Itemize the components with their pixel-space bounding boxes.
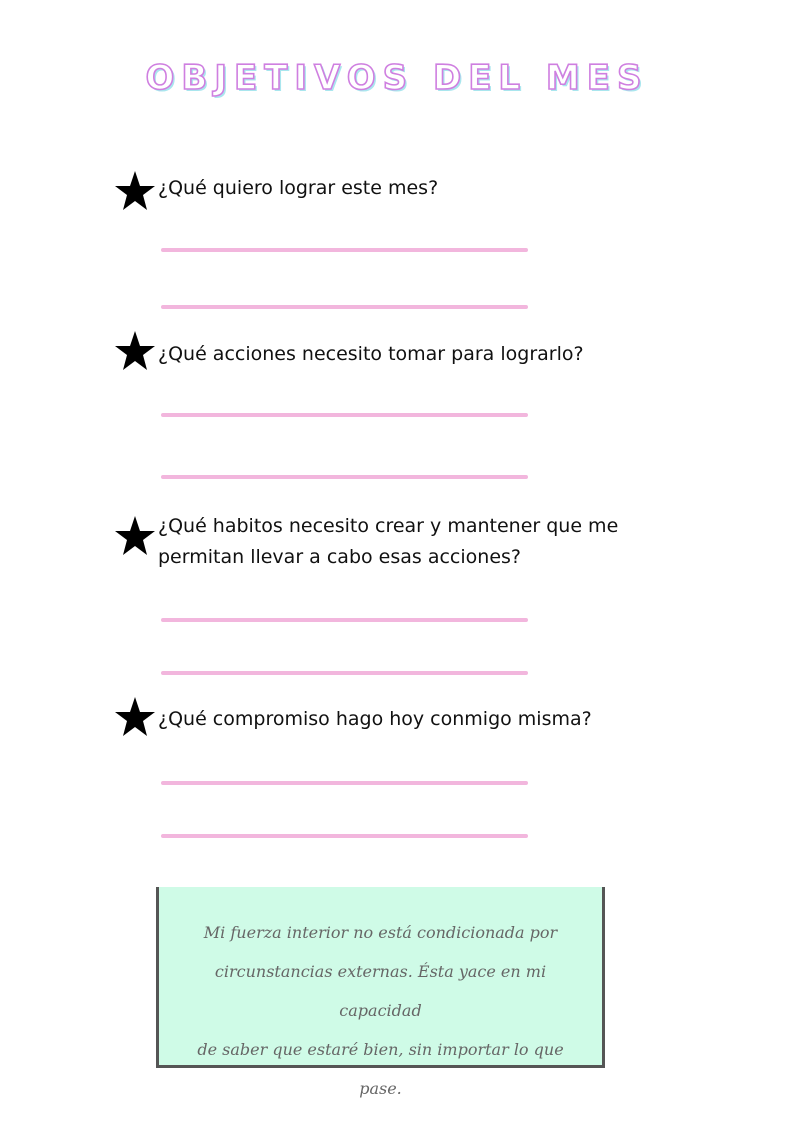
star-icon [114, 330, 156, 372]
quote-line-3: de saber que estaré bien, sin importar lo que pase. [197, 1040, 564, 1098]
answer-line-4b[interactable] [161, 834, 528, 838]
question-3-line-2: permitan llevar a cabo esas acciones? [158, 546, 521, 568]
answer-line-1a[interactable] [161, 248, 528, 252]
answer-line-4a[interactable] [161, 781, 528, 785]
answer-line-1b[interactable] [161, 305, 528, 309]
quote-line-1: Mi fuerza interior no está condicionada por [203, 923, 558, 942]
question-1 [158, 173, 628, 204]
question-4 [158, 704, 628, 735]
star-icon [114, 515, 156, 557]
answer-line-2a[interactable] [161, 413, 528, 417]
quote-box [156, 887, 605, 1098]
answer-line-3a[interactable] [161, 618, 528, 622]
question-3-line-1: ¿Qué habitos necesito crear y mantener que me [158, 515, 619, 537]
page-title: OBJETIVOS DEL MES [145, 58, 649, 98]
quote-text [179, 913, 582, 1108]
question-2-line-1: ¿Qué acciones necesito tomar para lograrlo? [158, 343, 584, 365]
quote-line-2: circunstancias externas. Ésta yace en mi capacidad [214, 962, 547, 1020]
answer-line-2b[interactable] [161, 475, 528, 479]
star-icon [114, 170, 156, 212]
star-icon [114, 696, 156, 738]
question-1-line-1: ¿Qué quiero lograr este mes? [158, 177, 439, 199]
answer-line-3b[interactable] [161, 671, 528, 675]
question-2 [158, 339, 628, 370]
question-4-line-1: ¿Qué compromiso hago hoy conmigo misma? [158, 708, 592, 730]
question-3 [158, 511, 628, 573]
